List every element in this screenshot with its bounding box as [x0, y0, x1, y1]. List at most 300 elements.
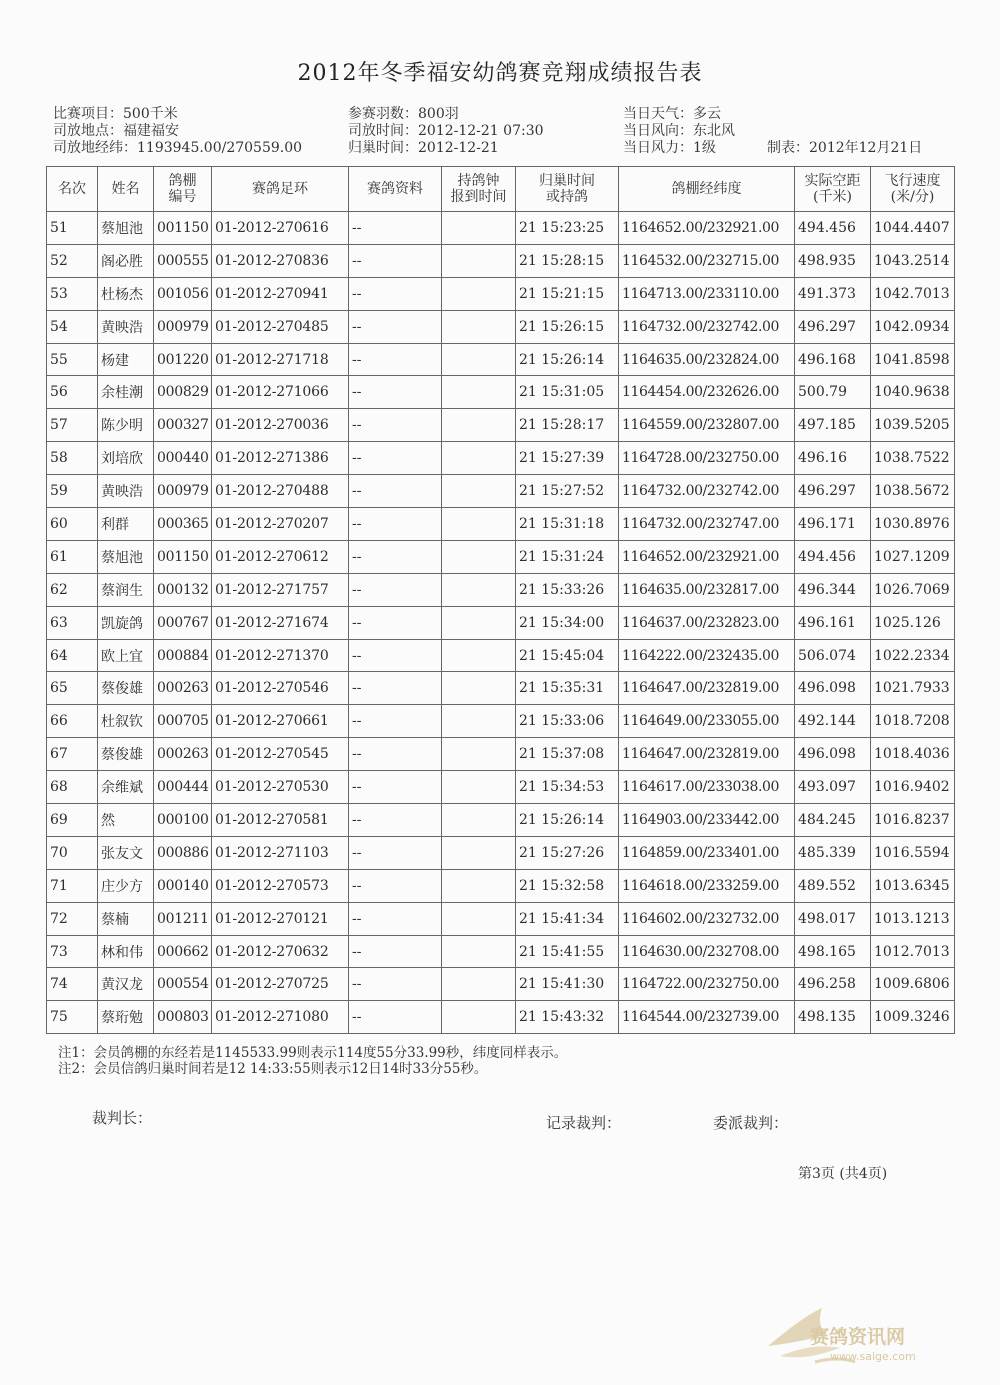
- cell-return-time: 21 15:26:15: [516, 310, 619, 343]
- watermark-text: 赛鸽资讯网: [810, 1326, 906, 1348]
- cell-info: --: [349, 968, 442, 1001]
- race-info: [53, 106, 953, 162]
- cell-ring: 01-2012-270485: [212, 310, 349, 343]
- cell-ring: 01-2012-270612: [212, 540, 349, 573]
- cell-loft-id: 000327: [154, 409, 212, 442]
- cell-info: --: [349, 573, 442, 606]
- cell-clock-time: [442, 540, 516, 573]
- cell-distance: 493.097: [795, 771, 871, 804]
- cell-ring: 01-2012-270121: [212, 902, 349, 935]
- cell-distance: 498.017: [795, 902, 871, 935]
- cell-name: 张友文: [98, 836, 154, 869]
- cell-speed: 1009.3246: [871, 1001, 955, 1034]
- table-row: [47, 639, 955, 672]
- cell-clock-time: [442, 343, 516, 376]
- cell-loft-id: 001211: [154, 902, 212, 935]
- cell-coords: 1164532.00/232715.00: [619, 244, 795, 277]
- table-body: [47, 212, 955, 1034]
- cell-return-time: 21 15:31:05: [516, 376, 619, 409]
- cell-info: --: [349, 409, 442, 442]
- cell-info: --: [349, 738, 442, 771]
- cell-distance: 496.098: [795, 672, 871, 705]
- cell-ring: 01-2012-271080: [212, 1001, 349, 1034]
- cell-info: --: [349, 540, 442, 573]
- header-rank: 名次: [47, 167, 98, 212]
- cell-clock-time: [442, 310, 516, 343]
- cell-distance: 491.373: [795, 277, 871, 310]
- cell-name: 庄少方: [98, 869, 154, 902]
- cell-rank: 75: [47, 1001, 98, 1034]
- cell-coords: 1164454.00/232626.00: [619, 376, 795, 409]
- cell-coords: 1164602.00/232732.00: [619, 902, 795, 935]
- cell-name: 蔡楠: [98, 902, 154, 935]
- cell-speed: 1038.7522: [871, 442, 955, 475]
- cell-ring: 01-2012-271370: [212, 639, 349, 672]
- cell-name: 余维斌: [98, 771, 154, 804]
- table-row: [47, 836, 955, 869]
- cell-ring: 01-2012-270632: [212, 935, 349, 968]
- cell-rank: 69: [47, 804, 98, 837]
- cell-info: --: [349, 244, 442, 277]
- cell-return-time: 21 15:41:30: [516, 968, 619, 1001]
- cell-distance: 496.171: [795, 508, 871, 541]
- cell-ring: 01-2012-270616: [212, 212, 349, 245]
- cell-speed: 1013.6345: [871, 869, 955, 902]
- cell-clock-time: [442, 672, 516, 705]
- cell-coords: 1164903.00/233442.00: [619, 804, 795, 837]
- cell-coords: 1164635.00/232824.00: [619, 343, 795, 376]
- cell-coords: 1164637.00/232823.00: [619, 606, 795, 639]
- cell-name: 蔡俊雄: [98, 738, 154, 771]
- cell-name: 杜叙钦: [98, 705, 154, 738]
- cell-loft-id: 000886: [154, 836, 212, 869]
- table-row: [47, 540, 955, 573]
- cell-info: --: [349, 475, 442, 508]
- cell-speed: 1016.8237: [871, 804, 955, 837]
- entries-count: 参赛羽数：800羽: [348, 106, 459, 122]
- cell-distance: 485.339: [795, 836, 871, 869]
- cell-name: 阁必胜: [98, 244, 154, 277]
- cell-rank: 54: [47, 310, 98, 343]
- cell-speed: 1026.7069: [871, 573, 955, 606]
- cell-info: --: [349, 771, 442, 804]
- cell-loft-id: 001150: [154, 540, 212, 573]
- cell-return-time: 21 15:27:39: [516, 442, 619, 475]
- cell-rank: 64: [47, 639, 98, 672]
- cell-coords: 1164222.00/232435.00: [619, 639, 795, 672]
- cell-ring: 01-2012-270573: [212, 869, 349, 902]
- cell-coords: 1164728.00/232750.00: [619, 442, 795, 475]
- cell-distance: 496.297: [795, 475, 871, 508]
- header-distance: 实际空距 (千米): [795, 167, 871, 212]
- cell-info: --: [349, 508, 442, 541]
- table-row: [47, 606, 955, 639]
- cell-ring: 01-2012-270836: [212, 244, 349, 277]
- cell-return-time: 21 15:33:26: [516, 573, 619, 606]
- cell-loft-id: 000440: [154, 442, 212, 475]
- cell-rank: 52: [47, 244, 98, 277]
- cell-rank: 61: [47, 540, 98, 573]
- cell-distance: 496.098: [795, 738, 871, 771]
- cell-distance: 496.168: [795, 343, 871, 376]
- cell-return-time: 21 15:31:18: [516, 508, 619, 541]
- table-row: [47, 343, 955, 376]
- cell-return-time: 21 15:28:15: [516, 244, 619, 277]
- cell-name: 蔡珩勉: [98, 1001, 154, 1034]
- cell-ring: 01-2012-270941: [212, 277, 349, 310]
- cell-speed: 1042.7013: [871, 277, 955, 310]
- cell-distance: 496.161: [795, 606, 871, 639]
- table-row: [47, 212, 955, 245]
- cell-loft-id: 000263: [154, 672, 212, 705]
- cell-info: --: [349, 705, 442, 738]
- cell-name: 黄映浩: [98, 310, 154, 343]
- table-header-row: [47, 167, 955, 212]
- table-row: [47, 573, 955, 606]
- cell-speed: 1018.4036: [871, 738, 955, 771]
- cell-clock-time: [442, 935, 516, 968]
- cell-info: --: [349, 869, 442, 902]
- table-row: [47, 672, 955, 705]
- cell-speed: 1038.5672: [871, 475, 955, 508]
- table-row: [47, 475, 955, 508]
- cell-coords: 1164617.00/233038.00: [619, 771, 795, 804]
- cell-coords: 1164652.00/232921.00: [619, 212, 795, 245]
- cell-distance: 498.935: [795, 244, 871, 277]
- cell-speed: 1016.5594: [871, 836, 955, 869]
- cell-distance: 489.552: [795, 869, 871, 902]
- cell-return-time: 21 15:26:14: [516, 343, 619, 376]
- chief-referee-label: 裁判长：: [92, 1109, 153, 1127]
- cell-speed: 1043.2514: [871, 244, 955, 277]
- info-group-times: [348, 106, 544, 157]
- wind-force: 当日风力：1级: [623, 140, 716, 156]
- cell-name: 陈少明: [98, 409, 154, 442]
- cell-ring: 01-2012-271066: [212, 376, 349, 409]
- table-row: [47, 376, 955, 409]
- cell-name: 蔡旭池: [98, 212, 154, 245]
- cell-clock-time: [442, 606, 516, 639]
- cell-return-time: 21 15:33:06: [516, 705, 619, 738]
- cell-distance: 497.185: [795, 409, 871, 442]
- cell-clock-time: [442, 508, 516, 541]
- cell-speed: 1044.4407: [871, 212, 955, 245]
- cell-distance: 496.16: [795, 442, 871, 475]
- cell-info: --: [349, 343, 442, 376]
- cell-info: --: [349, 606, 442, 639]
- cell-return-time: 21 15:35:31: [516, 672, 619, 705]
- cell-clock-time: [442, 771, 516, 804]
- cell-ring: 01-2012-270546: [212, 672, 349, 705]
- cell-return-time: 21 15:23:25: [516, 212, 619, 245]
- cell-ring: 01-2012-271386: [212, 442, 349, 475]
- cell-info: --: [349, 639, 442, 672]
- cell-speed: 1040.9638: [871, 376, 955, 409]
- made-date: 制表：2012年12月21日: [767, 140, 923, 156]
- cell-coords: 1164732.00/232742.00: [619, 475, 795, 508]
- info-group-race: [53, 106, 302, 157]
- cell-ring: 01-2012-271757: [212, 573, 349, 606]
- cell-distance: 494.456: [795, 540, 871, 573]
- note-2: 注2：会员信鸽归巢时间若是12 14:33:55则表示12日14时33分55秒。: [58, 1061, 488, 1077]
- cell-coords: 1164732.00/232742.00: [619, 310, 795, 343]
- table-row: [47, 409, 955, 442]
- cell-return-time: 21 15:31:24: [516, 540, 619, 573]
- cell-distance: 496.297: [795, 310, 871, 343]
- cell-return-time: 21 15:41:34: [516, 902, 619, 935]
- cell-ring: 01-2012-270530: [212, 771, 349, 804]
- cell-clock-time: [442, 277, 516, 310]
- cell-coords: 1164618.00/233259.00: [619, 869, 795, 902]
- cell-coords: 1164722.00/232750.00: [619, 968, 795, 1001]
- cell-name: 蔡润生: [98, 573, 154, 606]
- cell-info: --: [349, 277, 442, 310]
- cell-clock-time: [442, 212, 516, 245]
- cell-ring: 01-2012-271718: [212, 343, 349, 376]
- cell-return-time: 21 15:41:55: [516, 935, 619, 968]
- cell-speed: 1022.2334: [871, 639, 955, 672]
- cell-distance: 484.245: [795, 804, 871, 837]
- cell-speed: 1027.1209: [871, 540, 955, 573]
- cell-loft-id: 000979: [154, 475, 212, 508]
- cell-clock-time: [442, 573, 516, 606]
- results-table: [46, 166, 955, 1034]
- cell-info: --: [349, 804, 442, 837]
- table-row: [47, 277, 955, 310]
- cell-clock-time: [442, 442, 516, 475]
- cell-loft-id: 001056: [154, 277, 212, 310]
- cell-rank: 74: [47, 968, 98, 1001]
- delegate-referee-label: 委派裁判：: [713, 1114, 789, 1132]
- cell-speed: 1041.8598: [871, 343, 955, 376]
- table-row: [47, 442, 955, 475]
- cell-info: --: [349, 935, 442, 968]
- cell-distance: 492.144: [795, 705, 871, 738]
- cell-speed: 1025.126: [871, 606, 955, 639]
- cell-name: 黄映浩: [98, 475, 154, 508]
- cell-loft-id: 000803: [154, 1001, 212, 1034]
- cell-speed: 1009.6806: [871, 968, 955, 1001]
- cell-name: 利群: [98, 508, 154, 541]
- cell-coords: 1164647.00/232819.00: [619, 738, 795, 771]
- cell-rank: 66: [47, 705, 98, 738]
- cell-rank: 73: [47, 935, 98, 968]
- cell-coords: 1164630.00/232708.00: [619, 935, 795, 968]
- cell-return-time: 21 15:45:04: [516, 639, 619, 672]
- cell-return-time: 21 15:27:26: [516, 836, 619, 869]
- cell-rank: 60: [47, 508, 98, 541]
- cell-distance: 496.258: [795, 968, 871, 1001]
- table-row: [47, 244, 955, 277]
- cell-loft-id: 001220: [154, 343, 212, 376]
- cell-name: 杜杨杰: [98, 277, 154, 310]
- cell-coords: 1164544.00/232739.00: [619, 1001, 795, 1034]
- wind-direction: 当日风向：东北风: [623, 123, 735, 139]
- cell-name: 蔡俊雄: [98, 672, 154, 705]
- cell-clock-time: [442, 705, 516, 738]
- cell-loft-id: 000140: [154, 869, 212, 902]
- cell-return-time: 21 15:32:58: [516, 869, 619, 902]
- cell-speed: 1012.7013: [871, 935, 955, 968]
- cell-rank: 70: [47, 836, 98, 869]
- cell-coords: 1164652.00/232921.00: [619, 540, 795, 573]
- cell-loft-id: 000263: [154, 738, 212, 771]
- cell-clock-time: [442, 968, 516, 1001]
- cell-speed: 1042.0934: [871, 310, 955, 343]
- cell-clock-time: [442, 1001, 516, 1034]
- cell-distance: 506.074: [795, 639, 871, 672]
- cell-rank: 68: [47, 771, 98, 804]
- header-coords: 鸽棚经纬度: [619, 167, 795, 212]
- cell-rank: 56: [47, 376, 98, 409]
- cell-loft-id: 000365: [154, 508, 212, 541]
- cell-ring: 01-2012-270725: [212, 968, 349, 1001]
- cell-speed: 1021.7933: [871, 672, 955, 705]
- cell-ring: 01-2012-270207: [212, 508, 349, 541]
- watermark-url: www.saige.com: [830, 1350, 916, 1363]
- cell-clock-time: [442, 836, 516, 869]
- cell-distance: 496.344: [795, 573, 871, 606]
- cell-ring: 01-2012-270036: [212, 409, 349, 442]
- cell-loft-id: 000705: [154, 705, 212, 738]
- table-row: [47, 902, 955, 935]
- cell-loft-id: 000884: [154, 639, 212, 672]
- cell-info: --: [349, 672, 442, 705]
- cell-rank: 71: [47, 869, 98, 902]
- cell-speed: 1018.7208: [871, 705, 955, 738]
- cell-return-time: 21 15:28:17: [516, 409, 619, 442]
- cell-info: --: [349, 376, 442, 409]
- table-row: [47, 935, 955, 968]
- release-time: 司放时间：2012-12-21 07:30: [348, 123, 544, 139]
- cell-rank: 62: [47, 573, 98, 606]
- cell-clock-time: [442, 244, 516, 277]
- cell-clock-time: [442, 869, 516, 902]
- table-row: [47, 771, 955, 804]
- cell-info: --: [349, 442, 442, 475]
- cell-distance: 498.165: [795, 935, 871, 968]
- cell-info: --: [349, 836, 442, 869]
- report-title: 2012年冬季福安幼鸽赛竞翔成绩报告表: [297, 61, 703, 86]
- cell-distance: 500.79: [795, 376, 871, 409]
- cell-clock-time: [442, 409, 516, 442]
- header-clock-time: 持鸽钟 报到时间: [442, 167, 516, 212]
- cell-return-time: 21 15:37:08: [516, 738, 619, 771]
- cell-loft-id: 000132: [154, 573, 212, 606]
- table-row: [47, 804, 955, 837]
- cell-rank: 65: [47, 672, 98, 705]
- cell-clock-time: [442, 902, 516, 935]
- header-loft-id: 鸽棚 编号: [154, 167, 212, 212]
- cell-rank: 55: [47, 343, 98, 376]
- cell-loft-id: 000767: [154, 606, 212, 639]
- info-group-weather: [623, 106, 735, 157]
- cell-coords: 1164635.00/232817.00: [619, 573, 795, 606]
- cell-coords: 1164559.00/232807.00: [619, 409, 795, 442]
- cell-name: 余桂潮: [98, 376, 154, 409]
- cell-ring: 01-2012-270545: [212, 738, 349, 771]
- cell-coords: 1164647.00/232819.00: [619, 672, 795, 705]
- cell-clock-time: [442, 376, 516, 409]
- cell-loft-id: 000444: [154, 771, 212, 804]
- header-name: 姓名: [98, 167, 154, 212]
- cell-loft-id: 000100: [154, 804, 212, 837]
- cell-coords: 1164859.00/233401.00: [619, 836, 795, 869]
- cell-name: 欧上宜: [98, 639, 154, 672]
- cell-rank: 59: [47, 475, 98, 508]
- cell-rank: 58: [47, 442, 98, 475]
- header-speed: 飞行速度 (米/分): [871, 167, 955, 212]
- release-place: 司放地点：福建福安: [53, 123, 179, 139]
- release-coords: 司放地经纬：1193945.00/270559.00: [53, 140, 303, 156]
- cell-info: --: [349, 902, 442, 935]
- table-row: [47, 738, 955, 771]
- cell-loft-id: 000829: [154, 376, 212, 409]
- note-1: 注1：会员鸽棚的东经若是1145533.99则表示114度55分33.99秒，纬度同样表示。: [58, 1045, 568, 1061]
- cell-loft-id: 000554: [154, 968, 212, 1001]
- cell-name: 杨建: [98, 343, 154, 376]
- table-row: [47, 869, 955, 902]
- cell-name: 黄汉龙: [98, 968, 154, 1001]
- weather: 当日天气：多云: [623, 106, 721, 122]
- cell-distance: 498.135: [795, 1001, 871, 1034]
- cell-clock-time: [442, 738, 516, 771]
- cell-coords: 1164732.00/232747.00: [619, 508, 795, 541]
- cell-ring: 01-2012-271103: [212, 836, 349, 869]
- cell-speed: 1013.1213: [871, 902, 955, 935]
- page-number: 第3页 (共4页): [798, 1166, 888, 1182]
- cell-name: 蔡旭池: [98, 540, 154, 573]
- cell-loft-id: 001150: [154, 212, 212, 245]
- cell-rank: 67: [47, 738, 98, 771]
- cell-rank: 63: [47, 606, 98, 639]
- cell-distance: 494.456: [795, 212, 871, 245]
- cell-loft-id: 000979: [154, 310, 212, 343]
- cell-ring: 01-2012-270488: [212, 475, 349, 508]
- table-row: [47, 1001, 955, 1034]
- cell-return-time: 21 15:27:52: [516, 475, 619, 508]
- cell-rank: 72: [47, 902, 98, 935]
- cell-name: 刘培欣: [98, 442, 154, 475]
- cell-rank: 57: [47, 409, 98, 442]
- cell-loft-id: 000555: [154, 244, 212, 277]
- cell-ring: 01-2012-271674: [212, 606, 349, 639]
- cell-return-time: 21 15:43:32: [516, 1001, 619, 1034]
- return-date: 归巢时间：2012-12-21: [348, 140, 499, 156]
- cell-clock-time: [442, 475, 516, 508]
- cell-ring: 01-2012-270661: [212, 705, 349, 738]
- cell-info: --: [349, 212, 442, 245]
- cell-name: 林和伟: [98, 935, 154, 968]
- cell-return-time: 21 15:34:00: [516, 606, 619, 639]
- recorder-referee-label: 记录裁判：: [546, 1114, 622, 1132]
- table-row: [47, 968, 955, 1001]
- cell-name: 然: [98, 804, 154, 837]
- header-return-time: 归巢时间 或持鸽: [516, 167, 619, 212]
- cell-speed: 1016.9402: [871, 771, 955, 804]
- cell-rank: 53: [47, 277, 98, 310]
- cell-info: --: [349, 1001, 442, 1034]
- table-row: [47, 508, 955, 541]
- cell-return-time: 21 15:26:14: [516, 804, 619, 837]
- header-ring: 赛鸽足环: [212, 167, 349, 212]
- header-info: 赛鸽资料: [349, 167, 442, 212]
- cell-ring: 01-2012-270581: [212, 804, 349, 837]
- cell-loft-id: 000662: [154, 935, 212, 968]
- cell-speed: 1039.5205: [871, 409, 955, 442]
- cell-rank: 51: [47, 212, 98, 245]
- cell-info: --: [349, 310, 442, 343]
